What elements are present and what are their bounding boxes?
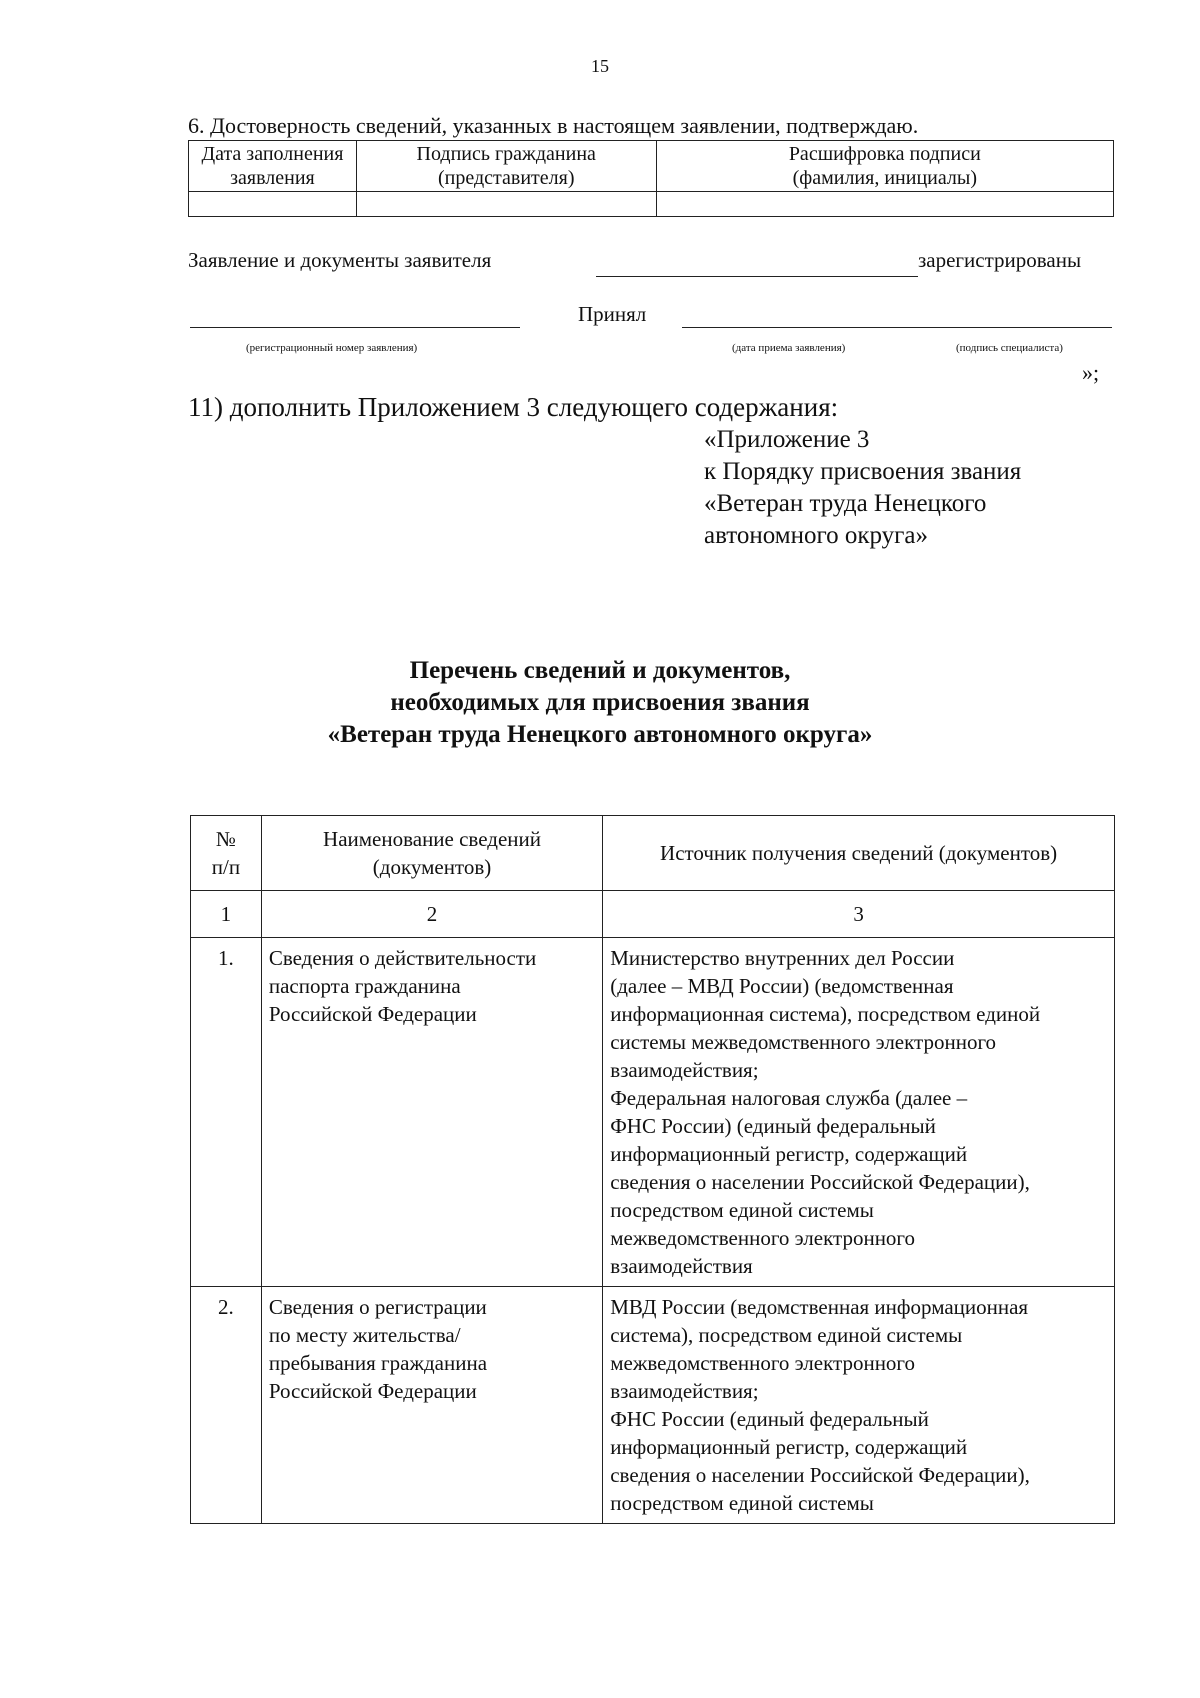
- row-source: Министерство внутренних дел России (далее – МВД России) (ведомственная информационная система), посредством единой системы межведомственного электронного взаимодействия; Федеральная налоговая служба (далее – ФНС России) (единый федеральный информационный регистр, содержащий сведения о населении Российской Федерации), посредством единой системы межведомственного электронного взаимодействия: [603, 938, 1115, 1287]
- page-number: 15: [591, 56, 609, 76]
- date-field[interactable]: [189, 192, 357, 217]
- registration-label: Заявление и документы заявителя: [188, 248, 492, 272]
- header-name: Наименование сведений (документов): [261, 816, 602, 891]
- table-header-row: [191, 816, 1115, 891]
- table-row: [191, 938, 1115, 1287]
- accepted-blank-line[interactable]: [682, 327, 1112, 328]
- table-row: [191, 1287, 1115, 1524]
- caption-signature: (подпись специалиста): [956, 342, 1063, 354]
- signature-table: [188, 140, 1114, 217]
- header-num: № п/п: [191, 816, 262, 891]
- column-number: 3: [603, 891, 1115, 938]
- caption-date: (дата приема заявления): [732, 342, 846, 354]
- document-title: Перечень сведений и документов, необходимых для присвоения звания «Ветеран труда Ненецкого автономного округа»: [327, 657, 873, 748]
- confirmation-text: 6. Достоверность сведений, указанных в настоящем заявлении, подтверждаю.: [188, 113, 919, 138]
- header-source: Источник получения сведений (документов): [603, 816, 1115, 891]
- registered-word: зарегистрированы: [918, 248, 1082, 272]
- amendment-text: 11) дополнить Приложением 3 следующего содержания:: [188, 392, 839, 422]
- column-number: 1: [191, 891, 262, 938]
- registration-blank-line[interactable]: [596, 276, 918, 277]
- documents-table: [190, 815, 1115, 1524]
- caption-reg-number: (регистрационный номер заявления): [246, 342, 418, 354]
- decoding-field[interactable]: [656, 192, 1113, 217]
- accepted-label: Принял: [578, 302, 647, 326]
- reg-number-blank-line[interactable]: [190, 327, 520, 328]
- row-source: МВД России (ведомственная информационная система), посредством единой системы межведомственного электронного взаимодействия; ФНС России (единый федеральный информационный регистр, содержащий сведения о населении Российской Федерации), посредством единой системы: [603, 1287, 1115, 1524]
- header-date: Дата заполнения заявления: [189, 141, 357, 192]
- row-name: Сведения о регистрации по месту жительства/ пребывания гражданина Российской Федерации: [261, 1287, 602, 1524]
- row-name: Сведения о действительности паспорта гражданина Российской Федерации: [261, 938, 602, 1287]
- signature-table-blank-row: [189, 192, 1114, 217]
- column-number: 2: [261, 891, 602, 938]
- signature-table-header: [189, 141, 1114, 192]
- header-signature: Подпись гражданина (представителя): [356, 141, 656, 192]
- row-number: 1.: [191, 938, 262, 1287]
- column-numbers-row: [191, 891, 1115, 938]
- closing-quote: »;: [1082, 360, 1100, 385]
- header-decoding: Расшифровка подписи (фамилия, инициалы): [656, 141, 1113, 192]
- appendix-heading: «Приложение 3 к Порядку присвоения звания «Ветеран труда Ненецкого автономного округа»: [704, 426, 1022, 549]
- signature-field[interactable]: [356, 192, 656, 217]
- row-number: 2.: [191, 1287, 262, 1524]
